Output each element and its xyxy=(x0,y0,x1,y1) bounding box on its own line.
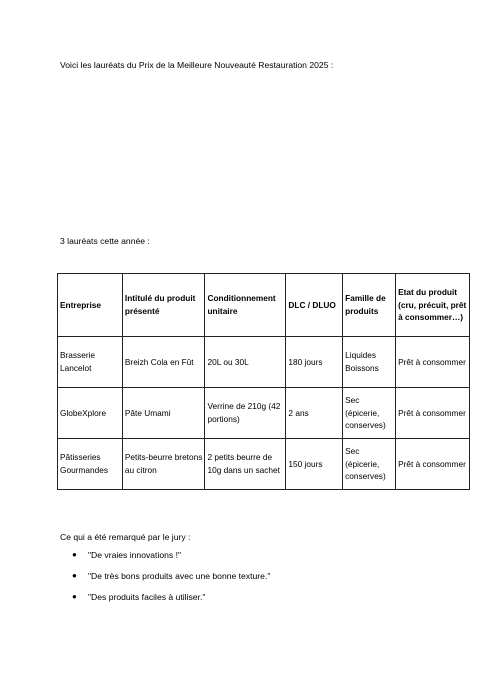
header-etat: Etat du produit (cru, précuit, prêt à consommer…) xyxy=(396,274,470,337)
list-item xyxy=(60,550,270,571)
remark-text: "De très bons produits avec une bonne texture." xyxy=(88,571,271,581)
cell-entreprise: GlobeXplore xyxy=(58,388,123,439)
table-header-row xyxy=(58,274,470,337)
cell-etat: Prêt à consommer xyxy=(396,388,470,439)
jury-remarks-list xyxy=(60,550,270,613)
cell-famille: Sec (épicerie, conserves) xyxy=(343,439,396,490)
bullet-icon: ● xyxy=(72,550,77,559)
laureates-count-text: 3 lauréats cette année : xyxy=(60,236,150,246)
cell-conditionnement: Verrine de 210g (42 portions) xyxy=(205,388,286,439)
cell-produit: Pâte Umami xyxy=(122,388,205,439)
cell-produit: Breizh Cola en Fût xyxy=(122,337,205,388)
table-row xyxy=(58,388,470,439)
list-item xyxy=(60,571,270,592)
jury-title: Ce qui a été remarqué par le jury : xyxy=(60,532,191,542)
cell-dlc: 180 jours xyxy=(286,337,343,388)
intro-text: Voici les lauréats du Prix de la Meilleure Nouveauté Restauration 2025 : xyxy=(60,60,334,70)
cell-etat: Prêt à consommer xyxy=(396,337,470,388)
table-row xyxy=(58,439,470,490)
header-conditionnement: Conditionnement unitaire xyxy=(205,274,286,337)
table-row xyxy=(58,337,470,388)
header-famille: Famille de produits xyxy=(343,274,396,337)
remark-text: "De vraies innovations !" xyxy=(88,550,182,560)
cell-conditionnement: 20L ou 30L xyxy=(205,337,286,388)
bullet-icon: ● xyxy=(72,592,77,601)
header-produit: Intitulé du produit présenté xyxy=(122,274,205,337)
cell-produit: Petits-beurre bretons au citron xyxy=(122,439,205,490)
cell-dlc: 2 ans xyxy=(286,388,343,439)
laureates-table xyxy=(57,273,470,490)
cell-entreprise: Brasserie Lancelot xyxy=(58,337,123,388)
cell-etat: Prêt à consommer xyxy=(396,439,470,490)
cell-entreprise: Pâtisseries Gourmandes xyxy=(58,439,123,490)
bullet-icon: ● xyxy=(72,571,77,580)
cell-famille: Sec (épicerie, conserves) xyxy=(343,388,396,439)
header-entreprise: Entreprise xyxy=(58,274,123,337)
remark-text: "Des produits faciles à utiliser." xyxy=(88,592,206,602)
list-item xyxy=(60,592,270,613)
header-dlc: DLC / DLUO xyxy=(286,274,343,337)
cell-conditionnement: 2 petits beurre de 10g dans un sachet xyxy=(205,439,286,490)
cell-famille: Liquides Boissons xyxy=(343,337,396,388)
cell-dlc: 150 jours xyxy=(286,439,343,490)
